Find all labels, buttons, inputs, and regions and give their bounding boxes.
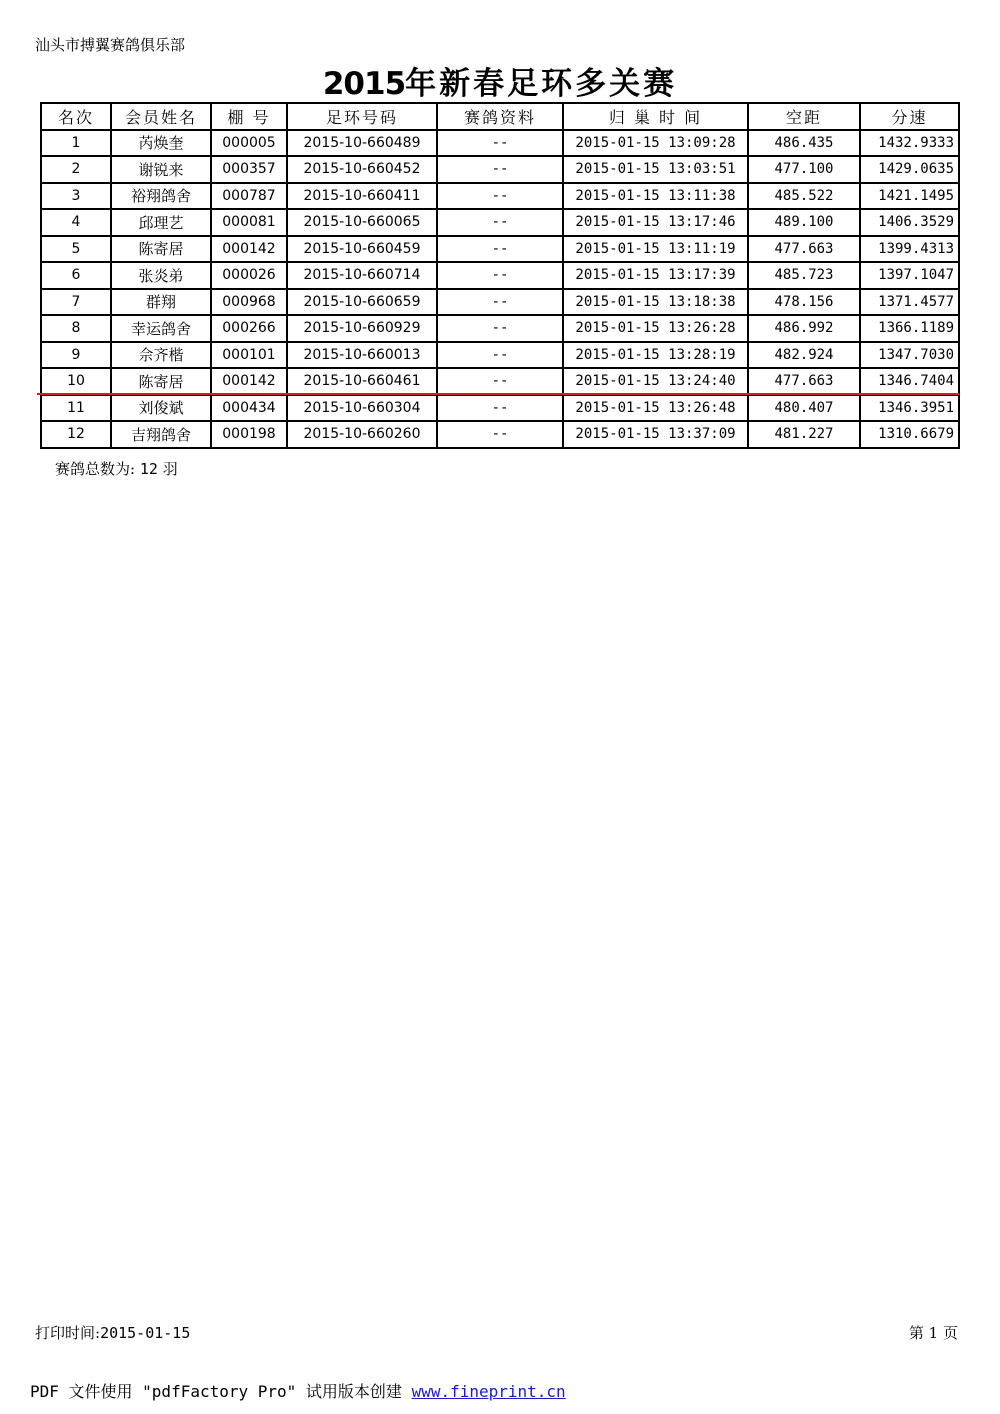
ring-number-cell: 2015-10-660304 (287, 395, 437, 422)
pigeon-info-cell: -- (437, 209, 563, 236)
ring-number-cell: 2015-10-660065 (287, 209, 437, 236)
results-table (40, 102, 960, 449)
table-row (41, 209, 959, 236)
speed-cell: 1347.7030 (860, 342, 959, 369)
ring-number-cell: 2015-10-660013 (287, 342, 437, 369)
table-row (41, 183, 959, 210)
table-row (41, 421, 959, 448)
table-row (41, 262, 959, 289)
member-name-cell: 张炎弟 (111, 262, 211, 289)
rank-cell: 6 (41, 262, 111, 289)
distance-cell: 477.663 (748, 368, 860, 395)
total-unit: 羽 (162, 460, 178, 478)
loft-number-cell: 000198 (211, 421, 287, 448)
arrival-time-cell: 2015-01-15 13:37:09 (563, 421, 748, 448)
pigeon-info-cell: -- (437, 156, 563, 183)
distance-cell: 481.227 (748, 421, 860, 448)
column-header: 会员姓名 (111, 103, 211, 130)
rank-cell: 1 (41, 130, 111, 157)
loft-number-cell: 000434 (211, 395, 287, 422)
rank-cell: 8 (41, 315, 111, 342)
member-name-cell: 裕翔鸽舍 (111, 183, 211, 210)
print-time (35, 1322, 190, 1343)
speed-cell: 1399.4313 (860, 236, 959, 263)
total-label: 赛鸽总数为: (55, 460, 136, 478)
pigeon-info-cell: -- (437, 183, 563, 210)
member-name-cell: 吉翔鸽舍 (111, 421, 211, 448)
pigeon-info-cell: -- (437, 368, 563, 395)
arrival-time-cell: 2015-01-15 13:28:19 (563, 342, 748, 369)
arrival-time-cell: 2015-01-15 13:26:48 (563, 395, 748, 422)
table-row (41, 236, 959, 263)
speed-cell: 1371.4577 (860, 289, 959, 316)
column-header: 归 巢 时 间 (563, 103, 748, 130)
table-row (41, 156, 959, 183)
ring-number-cell: 2015-10-660461 (287, 368, 437, 395)
distance-cell: 485.522 (748, 183, 860, 210)
member-name-cell: 陈寄居 (111, 368, 211, 395)
member-name-cell: 幸运鸽舍 (111, 315, 211, 342)
loft-number-cell: 000081 (211, 209, 287, 236)
speed-cell: 1406.3529 (860, 209, 959, 236)
member-name-cell: 群翔 (111, 289, 211, 316)
pigeon-info-cell: -- (437, 262, 563, 289)
loft-number-cell: 000101 (211, 342, 287, 369)
arrival-time-cell: 2015-01-15 13:17:39 (563, 262, 748, 289)
print-time-label: 打印时间: (35, 1324, 101, 1342)
loft-number-cell: 000005 (211, 130, 287, 157)
ring-number-cell: 2015-10-660489 (287, 130, 437, 157)
club-name: 汕头市搏翼赛鸽俱乐部 (35, 36, 186, 54)
column-header: 空距 (748, 103, 860, 130)
distance-cell: 489.100 (748, 209, 860, 236)
pigeon-info-cell: -- (437, 289, 563, 316)
member-name-cell: 陈寄居 (111, 236, 211, 263)
member-name-cell: 邱理艺 (111, 209, 211, 236)
title-year: 2015 (322, 66, 406, 102)
distance-cell: 477.100 (748, 156, 860, 183)
member-name-cell: 刘俊斌 (111, 395, 211, 422)
pigeon-info-cell: -- (437, 130, 563, 157)
distance-cell: 485.723 (748, 262, 860, 289)
table-row (41, 289, 959, 316)
loft-number-cell: 000026 (211, 262, 287, 289)
table-row (41, 315, 959, 342)
pigeon-info-cell: -- (437, 342, 563, 369)
header-row (41, 103, 959, 130)
arrival-time-cell: 2015-01-15 13:24:40 (563, 368, 748, 395)
ring-number-cell: 2015-10-660659 (287, 289, 437, 316)
rank-cell: 7 (41, 289, 111, 316)
table-row (41, 395, 959, 422)
distance-cell: 486.435 (748, 130, 860, 157)
loft-number-cell: 000266 (211, 315, 287, 342)
total-number: 12 (139, 460, 158, 478)
distance-cell: 480.407 (748, 395, 860, 422)
rank-cell: 4 (41, 209, 111, 236)
member-name-cell: 芮焕奎 (111, 130, 211, 157)
distance-cell: 478.156 (748, 289, 860, 316)
rank-cell: 11 (41, 395, 111, 422)
distance-cell: 482.924 (748, 342, 860, 369)
column-header: 赛鸽资料 (437, 103, 563, 130)
table-row (41, 130, 959, 157)
rank-cell: 3 (41, 183, 111, 210)
pigeon-info-cell: -- (437, 236, 563, 263)
rank-cell: 9 (41, 342, 111, 369)
speed-cell: 1346.7404 (860, 368, 959, 395)
print-time-value: 2015-01-15 (100, 1324, 191, 1342)
rank-cell: 10 (41, 368, 111, 395)
column-header: 分速 (860, 103, 959, 130)
rank-cell: 12 (41, 421, 111, 448)
speed-cell: 1346.3951 (860, 395, 959, 422)
pigeon-info-cell: -- (437, 395, 563, 422)
arrival-time-cell: 2015-01-15 13:26:28 (563, 315, 748, 342)
pigeon-info-cell: -- (437, 315, 563, 342)
ring-number-cell: 2015-10-660929 (287, 315, 437, 342)
rank-cell: 2 (41, 156, 111, 183)
distance-cell: 486.992 (748, 315, 860, 342)
ring-number-cell: 2015-10-660459 (287, 236, 437, 263)
arrival-time-cell: 2015-01-15 13:11:38 (563, 183, 748, 210)
speed-cell: 1421.1495 (860, 183, 959, 210)
ring-number-cell: 2015-10-660452 (287, 156, 437, 183)
arrival-time-cell: 2015-01-15 13:17:46 (563, 209, 748, 236)
prize-cutoff-line (37, 393, 959, 395)
table-row (41, 368, 959, 395)
member-name-cell: 佘齐楷 (111, 342, 211, 369)
distance-cell: 477.663 (748, 236, 860, 263)
column-header: 棚 号 (211, 103, 287, 130)
arrival-time-cell: 2015-01-15 13:11:19 (563, 236, 748, 263)
page-title (0, 58, 1000, 103)
arrival-time-cell: 2015-01-15 13:18:38 (563, 289, 748, 316)
speed-cell: 1397.1047 (860, 262, 959, 289)
ring-number-cell: 2015-10-660714 (287, 262, 437, 289)
speed-cell: 1366.1189 (860, 315, 959, 342)
member-name-cell: 谢锐来 (111, 156, 211, 183)
loft-number-cell: 000142 (211, 236, 287, 263)
pigeon-info-cell: -- (437, 421, 563, 448)
pdf-banner (30, 1379, 566, 1402)
rank-cell: 5 (41, 236, 111, 263)
speed-cell: 1310.6679 (860, 421, 959, 448)
loft-number-cell: 000142 (211, 368, 287, 395)
arrival-time-cell: 2015-01-15 13:09:28 (563, 130, 748, 157)
column-header: 足环号码 (287, 103, 437, 130)
page-number: 第 1 页 (908, 1324, 958, 1342)
loft-number-cell: 000968 (211, 289, 287, 316)
column-header: 名次 (41, 103, 111, 130)
total-count (55, 458, 178, 479)
loft-number-cell: 000357 (211, 156, 287, 183)
speed-cell: 1432.9333 (860, 130, 959, 157)
table-row (41, 342, 959, 369)
fineprint-link[interactable]: www.fineprint.cn (411, 1382, 566, 1401)
ring-number-cell: 2015-10-660260 (287, 421, 437, 448)
title-text: 年新春足环多关赛 (405, 66, 678, 102)
banner-text: PDF 文件使用 "pdfFactory Pro" 试用版本创建 (30, 1382, 412, 1401)
loft-number-cell: 000787 (211, 183, 287, 210)
arrival-time-cell: 2015-01-15 13:03:51 (563, 156, 748, 183)
ring-number-cell: 2015-10-660411 (287, 183, 437, 210)
speed-cell: 1429.0635 (860, 156, 959, 183)
